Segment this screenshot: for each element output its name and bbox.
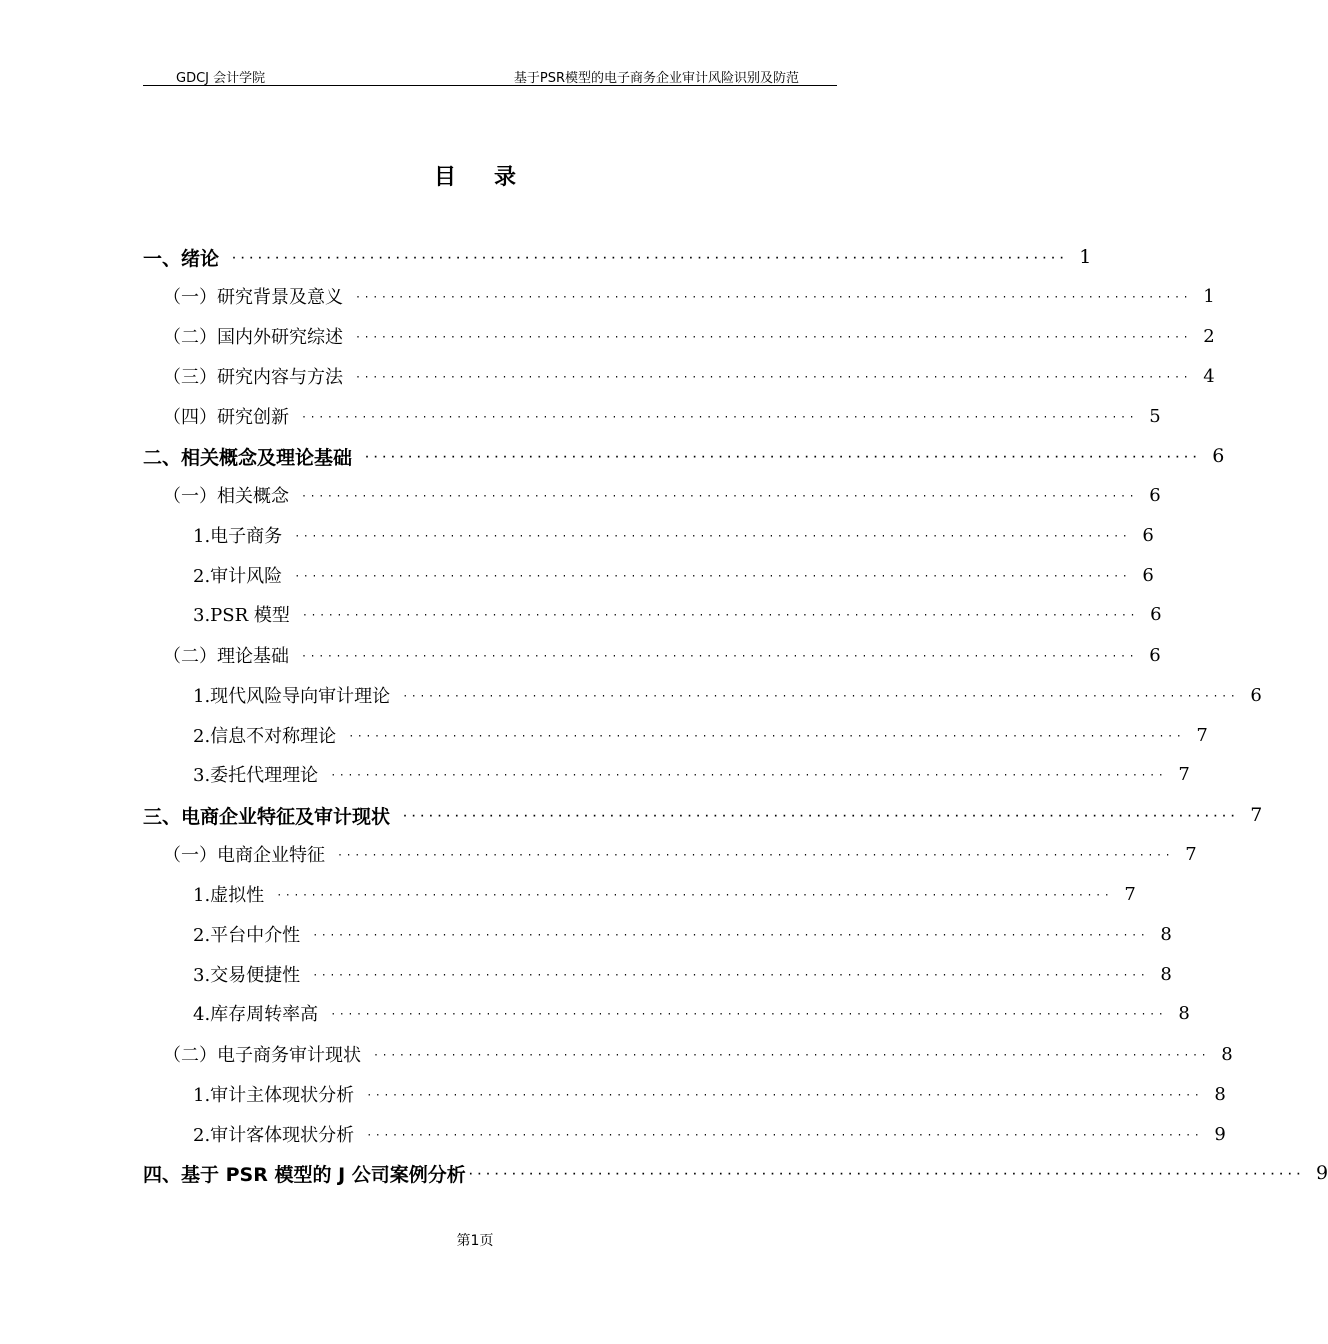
toc-entry-page: 9 bbox=[1315, 1162, 1328, 1184]
toc-entry-page: 7 bbox=[1178, 763, 1190, 785]
toc-entry-page: 5 bbox=[1149, 405, 1161, 427]
dot-leader: ································································································· bbox=[355, 331, 1192, 343]
toc-entry[interactable] bbox=[163, 640, 1161, 670]
toc-entry-label: 1.电子商务 bbox=[193, 526, 283, 547]
toc-entry[interactable] bbox=[193, 680, 1262, 710]
toc-entry[interactable] bbox=[163, 480, 1161, 510]
toc-entry[interactable] bbox=[163, 839, 1197, 869]
dot-leader: ································································································· bbox=[301, 650, 1138, 662]
toc-entry[interactable] bbox=[163, 1039, 1233, 1069]
toc-entry-label: 1.审计主体现状分析 bbox=[193, 1085, 355, 1106]
toc-entry-page: 4 bbox=[1203, 365, 1215, 387]
dot-leader: ································································································· bbox=[330, 1008, 1167, 1020]
toc-entry-page: 6 bbox=[1142, 524, 1154, 546]
header-institution: GDCJ 会计学院 bbox=[176, 71, 266, 86]
toc-entry[interactable] bbox=[193, 879, 1136, 909]
toc-entry-page: 9 bbox=[1214, 1123, 1226, 1145]
toc-entry[interactable] bbox=[143, 441, 1225, 471]
dot-leader: ································································································· bbox=[337, 849, 1174, 861]
toc-entry-label: 四、基于 PSR 模型的 J 公司案例分析 bbox=[143, 1163, 466, 1186]
toc-entry[interactable] bbox=[193, 520, 1154, 550]
dot-leader: ································································································· bbox=[312, 969, 1149, 981]
toc-entry[interactable] bbox=[163, 321, 1215, 351]
dot-leader: ································································································· bbox=[294, 570, 1131, 582]
dot-leader: ································································································· bbox=[231, 252, 1068, 264]
toc-entry-page: 1 bbox=[1203, 285, 1215, 307]
dot-leader: ································································································· bbox=[364, 451, 1201, 463]
dot-leader: ································································································· bbox=[467, 1168, 1304, 1180]
toc-entry-page: 2 bbox=[1203, 325, 1215, 347]
toc-entry[interactable] bbox=[193, 959, 1172, 989]
toc-entry-label: 3.委托代理理论 bbox=[193, 765, 319, 786]
toc-title: 目录 bbox=[433, 165, 554, 190]
toc-entry-label: （一）电商企业特征 bbox=[163, 845, 325, 866]
toc-entry[interactable] bbox=[193, 560, 1154, 590]
dot-leader: ································································································· bbox=[402, 810, 1239, 822]
toc-entry-label: 一、绪论 bbox=[143, 247, 220, 270]
toc-entry-label: 3.交易便捷性 bbox=[193, 965, 301, 986]
toc-entry[interactable] bbox=[193, 1079, 1226, 1109]
toc-entry-page: 8 bbox=[1160, 923, 1172, 945]
toc-entry-label: 2.审计客体现状分析 bbox=[193, 1125, 355, 1146]
page-header bbox=[143, 66, 837, 86]
toc-entry[interactable] bbox=[193, 998, 1190, 1028]
dot-leader: ································································································· bbox=[402, 690, 1239, 702]
dot-leader: ································································································· bbox=[373, 1049, 1210, 1061]
toc-entry[interactable] bbox=[143, 800, 1263, 830]
dot-leader: ································································································· bbox=[312, 929, 1149, 941]
toc-entry[interactable] bbox=[143, 1158, 1328, 1188]
toc-entry-page: 6 bbox=[1149, 644, 1161, 666]
dot-leader: ································································································· bbox=[366, 1129, 1203, 1141]
toc-entry-label: 3.PSR 模型 bbox=[193, 605, 290, 626]
toc-entry-page: 6 bbox=[1212, 445, 1225, 467]
toc-entry[interactable] bbox=[163, 361, 1215, 391]
toc-entry-label: （一）相关概念 bbox=[163, 486, 289, 507]
toc-entry[interactable] bbox=[193, 1119, 1226, 1149]
toc-entry-label: 2.平台中介性 bbox=[193, 925, 301, 946]
toc-entry-label: （三）研究内容与方法 bbox=[163, 367, 343, 388]
toc-entry-label: （二）电子商务审计现状 bbox=[163, 1045, 361, 1066]
toc-entry-page: 7 bbox=[1250, 804, 1263, 826]
toc-entry-label: （二）国内外研究综述 bbox=[163, 327, 343, 348]
dot-leader: ································································································· bbox=[348, 730, 1185, 742]
toc-entry-page: 7 bbox=[1196, 724, 1208, 746]
dot-leader: ································································································· bbox=[301, 411, 1138, 423]
toc-entry[interactable] bbox=[143, 242, 1092, 272]
toc-entry-label: （一）研究背景及意义 bbox=[163, 287, 343, 308]
toc-entry[interactable] bbox=[193, 759, 1190, 789]
toc-entry-label: 1.现代风险导向审计理论 bbox=[193, 686, 391, 707]
dot-leader: ································································································· bbox=[366, 1089, 1203, 1101]
toc-entry[interactable] bbox=[163, 401, 1161, 431]
toc-entry-page: 7 bbox=[1185, 843, 1197, 865]
toc-entry-page: 6 bbox=[1149, 484, 1161, 506]
toc-entry-page: 8 bbox=[1178, 1002, 1190, 1024]
toc-entry-label: 2.审计风险 bbox=[193, 566, 283, 587]
dot-leader: ································································································· bbox=[294, 530, 1131, 542]
dot-leader: ································································································· bbox=[355, 291, 1192, 303]
toc-entry-label: 1.虚拟性 bbox=[193, 885, 265, 906]
toc-entry-page: 8 bbox=[1160, 963, 1172, 985]
toc-entry-label: 4.库存周转率高 bbox=[193, 1004, 319, 1025]
toc-entry-page: 6 bbox=[1142, 564, 1154, 586]
toc-entry-page: 7 bbox=[1124, 883, 1136, 905]
dot-leader: ································································································· bbox=[276, 889, 1113, 901]
dot-leader: ································································································· bbox=[301, 609, 1139, 621]
toc-entry-label: （四）研究创新 bbox=[163, 407, 289, 428]
toc-entry-page: 8 bbox=[1221, 1043, 1233, 1065]
page-number: 第1页 bbox=[456, 1233, 494, 1249]
toc-entry-label: （二）理论基础 bbox=[163, 646, 289, 667]
toc-entry-label: 2.信息不对称理论 bbox=[193, 726, 337, 747]
toc-entry[interactable] bbox=[193, 919, 1172, 949]
toc-entry-label: 二、相关概念及理论基础 bbox=[143, 446, 353, 469]
header-paper-title: 基于PSR模型的电子商务企业审计风险识别及防范 bbox=[513, 71, 799, 86]
toc-entry-page: 6 bbox=[1250, 684, 1262, 706]
toc-entry-page: 6 bbox=[1150, 603, 1162, 625]
toc-entry[interactable] bbox=[193, 720, 1208, 750]
dot-leader: ································································································· bbox=[355, 371, 1192, 383]
toc-entry-label: 三、电商企业特征及审计现状 bbox=[143, 805, 391, 828]
toc-entry[interactable] bbox=[163, 281, 1215, 311]
dot-leader: ································································································· bbox=[330, 769, 1167, 781]
toc-entry[interactable] bbox=[193, 599, 1162, 629]
toc-entry-page: 1 bbox=[1079, 246, 1092, 268]
dot-leader: ································································································· bbox=[301, 490, 1138, 502]
header-rule bbox=[143, 85, 837, 86]
toc-entry-page: 8 bbox=[1214, 1083, 1226, 1105]
